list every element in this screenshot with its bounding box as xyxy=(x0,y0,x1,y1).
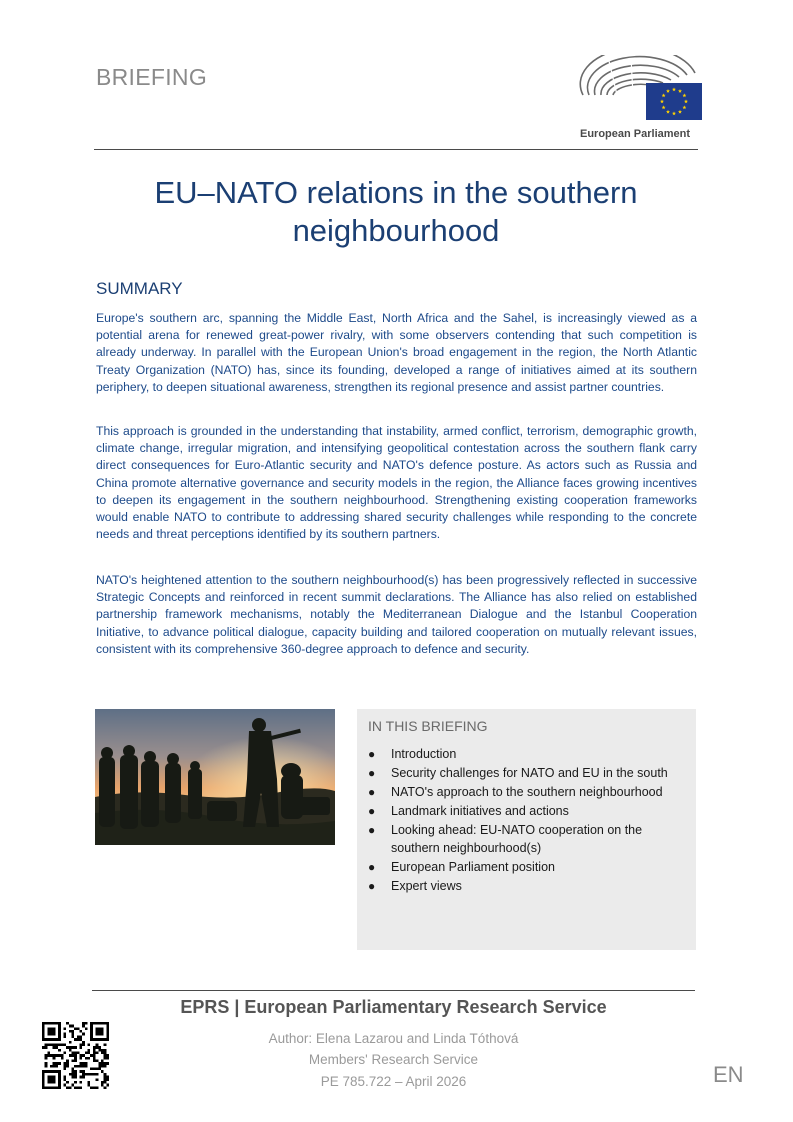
toc-item xyxy=(367,764,687,782)
summary-paragraph-1: Europe's southern arc, spanning the Middle East, North Africa and the Sahel, is increasingly viewed as a potential arena for renewed great-power rivalry, with some observers contending that such competition is already underway. In parallel with the European Union's broad engagement in the region, the North Atlantic Treaty Organization (NATO) has, since its founding, developed a range of initiatives aimed at its southern periphery, to deepen situational awareness, strengthen its regional presence and assist partner countries. xyxy=(96,311,697,394)
toc-item xyxy=(367,802,687,820)
soldiers-sunset-photo xyxy=(95,709,335,845)
toc-item-label: NATO's approach to the southern neighbourhood xyxy=(391,785,663,799)
bottom-divider xyxy=(92,990,695,991)
toc-item-label: Introduction xyxy=(391,747,457,761)
toc-item-label: Expert views xyxy=(391,879,462,893)
toc-item xyxy=(367,821,687,857)
toc-item xyxy=(367,783,687,801)
toc-list xyxy=(367,745,687,896)
pe-number-line: PE 785.722 – April 2026 xyxy=(320,1074,467,1089)
toc-item xyxy=(367,745,687,763)
toc-item xyxy=(367,858,687,876)
bullet-icon: ● xyxy=(368,879,376,893)
document-type-label: BRIEFING xyxy=(96,64,208,90)
bullet-icon: ● xyxy=(368,804,376,818)
summary-paragraph-2: This approach is grounded in the understanding that instability, armed conflict, terrorism, demographic growth, climate change, irregular migration, and intensifying geopolitical contestation across the southern flank carry direct consequences for Euro-Atlantic security and NATO's defence posture. As actors such as Russia and China promote alternative governance and security models in the region, the Alliance faces growing incentives to deepen its engagement in the southern neighbourhood. Strengthening existing cooperation frameworks would enable NATO to contribute to addressing shared security challenges while responding to the concrete needs and threat perceptions identified by its southern partners. xyxy=(96,424,697,542)
document-title: EU–NATO relations in the southern neighbourhood xyxy=(154,175,638,248)
toc-item-label: Landmark initiatives and actions xyxy=(391,804,569,818)
toc-item-label: Looking ahead: EU-NATO cooperation on the southern neighbourhood(s) xyxy=(391,823,643,855)
in-this-briefing-box xyxy=(357,709,696,950)
toc-item xyxy=(367,877,687,895)
toc-item-label: European Parliament position xyxy=(391,860,555,874)
summary-paragraph-3: NATO's heightened attention to the southern neighbourhood(s) has been progressively reflected in successive Strategic Concepts and reinforced in recent summit declarations. The Alliance has also relied on established partnership framework mechanisms, notably the Mediterranean Dialogue and the Istanbul Cooperation Initiative, to advance political dialogue, capacity building and tailored cooperation on mutually relevant issues, consistent with its comprehensive 360-degree approach to defence and security. xyxy=(96,573,697,656)
bullet-icon: ● xyxy=(368,823,376,837)
bullet-icon: ● xyxy=(368,747,376,761)
top-divider xyxy=(94,149,698,150)
european-parliament-name: European Parliament xyxy=(580,128,691,140)
summary-heading: SUMMARY xyxy=(96,279,183,298)
bullet-icon: ● xyxy=(368,766,376,780)
language-code: EN xyxy=(713,1062,744,1087)
toc-heading: IN THIS BRIEFING xyxy=(368,718,488,734)
toc-item-label: Security challenges for NATO and EU in the south xyxy=(391,766,668,780)
service-line: Members' Research Service xyxy=(308,1052,479,1067)
author-line: Author: Elena Lazarou and Linda Tóthová xyxy=(268,1031,519,1046)
bullet-icon: ● xyxy=(368,785,376,799)
qr-code-icon xyxy=(42,1022,109,1089)
bullet-icon: ● xyxy=(368,860,376,874)
eprs-name: EPRS | European Parliamentary Research Service xyxy=(180,997,607,1017)
